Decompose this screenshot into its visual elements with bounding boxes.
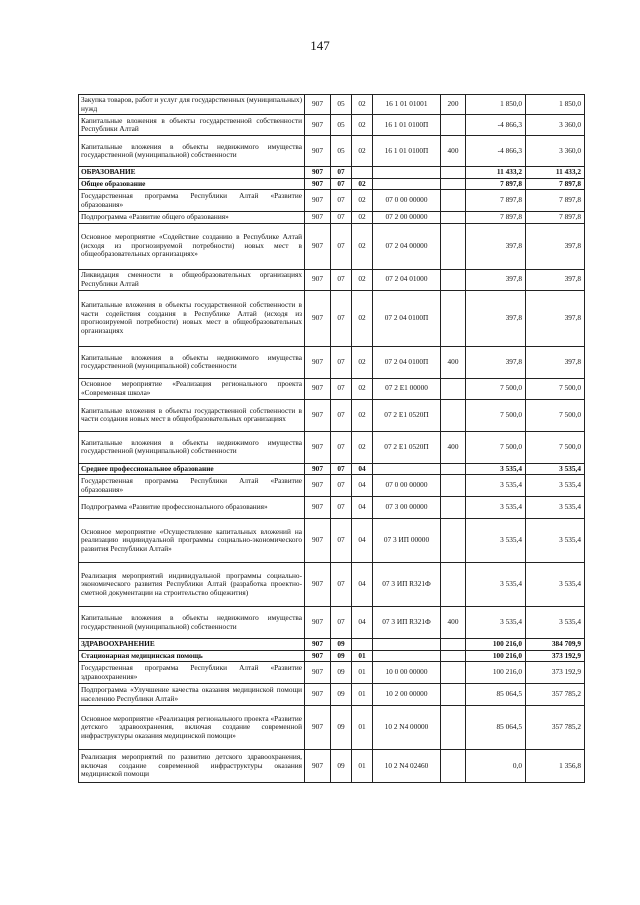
cell-grbs: 907 — [305, 223, 331, 269]
cell-amount-2: 3 360,0 — [526, 115, 585, 136]
cell-amount-1: 1 850,0 — [466, 95, 526, 115]
cell-amount-1: 3 535,4 — [466, 519, 526, 563]
cell-amount-1: 100 216,0 — [466, 662, 526, 684]
cell-amount-1: 7 500,0 — [466, 431, 526, 463]
cell-target-article — [373, 463, 441, 475]
table-row — [79, 607, 585, 639]
cell-target-article — [373, 650, 441, 662]
cell-section: 07 — [331, 563, 352, 607]
cell-section: 09 — [331, 750, 352, 783]
cell-target-article: 16 1 01 0100П — [373, 136, 441, 167]
table-row — [79, 178, 585, 190]
cell-grbs: 907 — [305, 269, 331, 290]
cell-name: Подпрограмма «Развитие профессионального образования» — [79, 497, 305, 519]
cell-amount-2: 397,8 — [526, 290, 585, 346]
cell-target-article: 07 2 Е1 0520П — [373, 431, 441, 463]
cell-subsection: 02 — [352, 136, 373, 167]
cell-expense-type — [441, 750, 466, 783]
cell-amount-2: 1 356,8 — [526, 750, 585, 783]
cell-name: Государственная программа Республики Алтай «Развитие образования» — [79, 190, 305, 212]
cell-amount-2: 3 360,0 — [526, 136, 585, 167]
cell-target-article: 07 2 04 0100П — [373, 290, 441, 346]
cell-expense-type — [441, 290, 466, 346]
cell-grbs: 907 — [305, 95, 331, 115]
cell-amount-2: 384 709,9 — [526, 639, 585, 651]
cell-section: 07 — [331, 399, 352, 431]
cell-section: 09 — [331, 662, 352, 684]
cell-target-article: 07 2 04 00000 — [373, 223, 441, 269]
cell-grbs: 907 — [305, 399, 331, 431]
cell-amount-1: 3 535,4 — [466, 563, 526, 607]
cell-section: 07 — [331, 378, 352, 399]
table-row — [79, 662, 585, 684]
cell-expense-type — [441, 639, 466, 651]
cell-amount-2: 3 535,4 — [526, 475, 585, 497]
cell-target-article — [373, 639, 441, 651]
cell-section: 09 — [331, 650, 352, 662]
cell-amount-1: -4 866,3 — [466, 115, 526, 136]
cell-amount-2: 7 897,8 — [526, 212, 585, 224]
cell-target-article: 16 1 01 01001 — [373, 95, 441, 115]
cell-amount-1: 0,0 — [466, 750, 526, 783]
cell-section: 07 — [331, 290, 352, 346]
cell-subsection: 02 — [352, 223, 373, 269]
cell-grbs: 907 — [305, 431, 331, 463]
cell-amount-1: 3 535,4 — [466, 463, 526, 475]
table-row — [79, 706, 585, 750]
cell-target-article: 07 3 00 00000 — [373, 497, 441, 519]
cell-section: 07 — [331, 607, 352, 639]
cell-section: 05 — [331, 95, 352, 115]
cell-target-article: 10 2 00 00000 — [373, 684, 441, 706]
cell-name: Государственная программа Республики Алтай «Развитие образования» — [79, 475, 305, 497]
cell-subsection: 01 — [352, 662, 373, 684]
cell-amount-2: 373 192,9 — [526, 650, 585, 662]
cell-amount-2: 373 192,9 — [526, 662, 585, 684]
table-row — [79, 563, 585, 607]
cell-subsection: 01 — [352, 750, 373, 783]
cell-expense-type — [441, 269, 466, 290]
cell-grbs: 907 — [305, 684, 331, 706]
cell-expense-type — [441, 399, 466, 431]
cell-amount-1: 7 500,0 — [466, 378, 526, 399]
cell-target-article — [373, 178, 441, 190]
cell-subsection: 02 — [352, 95, 373, 115]
cell-grbs: 907 — [305, 706, 331, 750]
cell-expense-type: 400 — [441, 431, 466, 463]
cell-grbs: 907 — [305, 178, 331, 190]
cell-amount-2: 7 500,0 — [526, 399, 585, 431]
cell-subsection: 02 — [352, 399, 373, 431]
cell-name: Реализация мероприятий индивидуальной программы социально-экономического развития Республики Алтай (разработка проектно-сметной документации на строительство общежития) — [79, 563, 305, 607]
cell-section: 07 — [331, 223, 352, 269]
cell-amount-2: 357 785,2 — [526, 684, 585, 706]
cell-subsection: 02 — [352, 346, 373, 378]
cell-name: Капитальные вложения в объекты недвижимого имущества государственной (муниципальной) собственности — [79, 607, 305, 639]
cell-amount-2: 3 535,4 — [526, 563, 585, 607]
cell-grbs: 907 — [305, 346, 331, 378]
cell-name: Капитальные вложения в объекты недвижимого имущества государственной (муниципальной) собственности — [79, 346, 305, 378]
table-row — [79, 290, 585, 346]
cell-target-article: 07 2 00 00000 — [373, 212, 441, 224]
cell-section: 07 — [331, 346, 352, 378]
cell-name: Реализация мероприятий по развитию детского здравоохранения, включая создание современной инфраструктуры оказания медицинской помощи — [79, 750, 305, 783]
cell-expense-type: 400 — [441, 607, 466, 639]
table-row — [79, 269, 585, 290]
table-row — [79, 223, 585, 269]
cell-grbs: 907 — [305, 167, 331, 179]
cell-name: Среднее профессиональное образование — [79, 463, 305, 475]
cell-amount-2: 7 897,8 — [526, 190, 585, 212]
cell-amount-2: 7 897,8 — [526, 178, 585, 190]
cell-amount-1: 7 500,0 — [466, 399, 526, 431]
cell-expense-type — [441, 223, 466, 269]
cell-amount-2: 3 535,4 — [526, 607, 585, 639]
cell-grbs: 907 — [305, 136, 331, 167]
cell-section: 07 — [331, 178, 352, 190]
cell-grbs: 907 — [305, 190, 331, 212]
page-number: 147 — [310, 38, 330, 53]
cell-name: Основное мероприятие «Содействие созданию в Республике Алтай (исходя из прогнозируемой потребности) новых мест в общеобразовательных организациях» — [79, 223, 305, 269]
table-row — [79, 346, 585, 378]
cell-target-article: 07 0 00 00000 — [373, 190, 441, 212]
cell-grbs: 907 — [305, 563, 331, 607]
cell-amount-2: 397,8 — [526, 223, 585, 269]
cell-amount-1: 397,8 — [466, 269, 526, 290]
cell-amount-1: 3 535,4 — [466, 497, 526, 519]
cell-expense-type — [441, 519, 466, 563]
table-row — [79, 378, 585, 399]
table-row — [79, 95, 585, 115]
cell-amount-1: 397,8 — [466, 223, 526, 269]
cell-expense-type — [441, 684, 466, 706]
cell-subsection: 04 — [352, 463, 373, 475]
cell-amount-2: 397,8 — [526, 346, 585, 378]
cell-target-article: 07 3 ИП R321Ф — [373, 563, 441, 607]
table-row — [79, 167, 585, 179]
cell-subsection: 02 — [352, 178, 373, 190]
cell-name: ЗДРАВООХРАНЕНИЕ — [79, 639, 305, 651]
cell-expense-type — [441, 178, 466, 190]
cell-name: Капитальные вложения в объекты государственной собственности в части содействия создания в Республике Алтай (исходя из прогнозируемой потребности) новых мест в общеобразовательных организациях — [79, 290, 305, 346]
cell-amount-1: 3 535,4 — [466, 607, 526, 639]
cell-name: Подпрограмма «Улучшение качества оказания медицинской помощи населению Республики Алтай» — [79, 684, 305, 706]
cell-name: Ликвидация сменности в общеобразовательных организациях Республики Алтай — [79, 269, 305, 290]
cell-amount-2: 11 433,2 — [526, 167, 585, 179]
cell-name: Стационарная медицинская помощь — [79, 650, 305, 662]
cell-subsection: 01 — [352, 706, 373, 750]
cell-amount-2: 3 535,4 — [526, 497, 585, 519]
cell-section: 07 — [331, 463, 352, 475]
cell-amount-1: 85 064,5 — [466, 684, 526, 706]
cell-subsection: 04 — [352, 497, 373, 519]
cell-amount-2: 397,8 — [526, 269, 585, 290]
cell-grbs: 907 — [305, 750, 331, 783]
cell-name: Основное мероприятие «Реализация регионального проекта «Развитие детского здравоохранения, включая создание современной инфраструктуры оказания медицинской помощи» — [79, 706, 305, 750]
cell-amount-1: 3 535,4 — [466, 475, 526, 497]
cell-grbs: 907 — [305, 290, 331, 346]
table-row — [79, 650, 585, 662]
cell-subsection: 02 — [352, 269, 373, 290]
cell-section: 07 — [331, 431, 352, 463]
cell-target-article: 10 2 N4 02460 — [373, 750, 441, 783]
cell-section: 09 — [331, 684, 352, 706]
cell-section: 09 — [331, 706, 352, 750]
table-row — [79, 639, 585, 651]
cell-target-article: 07 2 Е1 0520П — [373, 399, 441, 431]
cell-amount-2: 7 500,0 — [526, 378, 585, 399]
cell-subsection: 02 — [352, 115, 373, 136]
cell-subsection — [352, 639, 373, 651]
cell-subsection: 02 — [352, 378, 373, 399]
cell-expense-type: 400 — [441, 136, 466, 167]
cell-name: Капитальные вложения в объекты государственной собственности в части создания новых мест в общеобразовательных организациях — [79, 399, 305, 431]
cell-expense-type — [441, 497, 466, 519]
table-row — [79, 519, 585, 563]
cell-grbs: 907 — [305, 662, 331, 684]
cell-amount-1: 7 897,8 — [466, 190, 526, 212]
cell-expense-type — [441, 115, 466, 136]
cell-target-article: 07 2 Е1 00000 — [373, 378, 441, 399]
cell-name: Основное мероприятие «Осуществление капитальных вложений на реализацию индивидуальной программы социально-экономического развития Республики Алтай» — [79, 519, 305, 563]
cell-grbs: 907 — [305, 475, 331, 497]
cell-subsection — [352, 167, 373, 179]
cell-subsection: 04 — [352, 475, 373, 497]
cell-amount-1: 397,8 — [466, 290, 526, 346]
cell-expense-type — [441, 475, 466, 497]
cell-amount-1: 11 433,2 — [466, 167, 526, 179]
cell-amount-1: 85 064,5 — [466, 706, 526, 750]
cell-grbs: 907 — [305, 497, 331, 519]
budget-table — [78, 94, 585, 783]
cell-target-article: 07 3 ИП 00000 — [373, 519, 441, 563]
cell-amount-1: 397,8 — [466, 346, 526, 378]
cell-expense-type — [441, 706, 466, 750]
cell-section: 07 — [331, 167, 352, 179]
cell-expense-type — [441, 563, 466, 607]
cell-grbs: 907 — [305, 519, 331, 563]
cell-name: Закупка товаров, работ и услуг для государственных (муниципальных) нужд — [79, 95, 305, 115]
table-row — [79, 212, 585, 224]
cell-subsection: 04 — [352, 607, 373, 639]
table-row — [79, 750, 585, 783]
cell-amount-2: 1 850,0 — [526, 95, 585, 115]
cell-expense-type — [441, 378, 466, 399]
cell-grbs: 907 — [305, 650, 331, 662]
cell-name: Основное мероприятие «Реализация регионального проекта «Современная школа» — [79, 378, 305, 399]
cell-subsection: 01 — [352, 650, 373, 662]
table-row — [79, 497, 585, 519]
cell-name: Государственная программа Республики Алтай «Развитие здравоохранения» — [79, 662, 305, 684]
cell-name: Капитальные вложения в объекты недвижимого имущества государственной (муниципальной) собственности — [79, 431, 305, 463]
cell-target-article: 07 3 ИП R321Ф — [373, 607, 441, 639]
cell-amount-1: 100 216,0 — [466, 639, 526, 651]
cell-amount-1: 7 897,8 — [466, 212, 526, 224]
table-row — [79, 136, 585, 167]
cell-subsection: 02 — [352, 431, 373, 463]
table-row — [79, 431, 585, 463]
cell-section: 07 — [331, 519, 352, 563]
table-row — [79, 475, 585, 497]
cell-name: Общее образование — [79, 178, 305, 190]
cell-grbs: 907 — [305, 607, 331, 639]
cell-name: Капитальные вложения в объекты недвижимого имущества государственной (муниципальной) собственности — [79, 136, 305, 167]
cell-expense-type — [441, 463, 466, 475]
cell-amount-2: 3 535,4 — [526, 519, 585, 563]
cell-grbs: 907 — [305, 212, 331, 224]
cell-name: ОБРАЗОВАНИЕ — [79, 167, 305, 179]
cell-amount-2: 357 785,2 — [526, 706, 585, 750]
cell-target-article: 10 0 00 00000 — [373, 662, 441, 684]
cell-expense-type: 400 — [441, 346, 466, 378]
table-row — [79, 684, 585, 706]
cell-grbs: 907 — [305, 639, 331, 651]
cell-subsection: 04 — [352, 563, 373, 607]
cell-amount-1: 7 897,8 — [466, 178, 526, 190]
cell-target-article: 07 2 04 0100П — [373, 346, 441, 378]
cell-section: 05 — [331, 115, 352, 136]
cell-subsection: 02 — [352, 290, 373, 346]
cell-section: 07 — [331, 269, 352, 290]
cell-amount-2: 7 500,0 — [526, 431, 585, 463]
cell-target-article: 16 1 01 0100П — [373, 115, 441, 136]
cell-name: Капитальные вложения в объекты государственной собственности Республики Алтай — [79, 115, 305, 136]
cell-expense-type — [441, 650, 466, 662]
cell-grbs: 907 — [305, 463, 331, 475]
cell-subsection: 02 — [352, 212, 373, 224]
cell-subsection: 02 — [352, 190, 373, 212]
cell-expense-type — [441, 190, 466, 212]
cell-target-article: 10 2 N4 00000 — [373, 706, 441, 750]
cell-section: 07 — [331, 190, 352, 212]
cell-expense-type — [441, 212, 466, 224]
cell-expense-type — [441, 662, 466, 684]
cell-section: 07 — [331, 475, 352, 497]
table-row — [79, 115, 585, 136]
cell-target-article: 07 2 04 01000 — [373, 269, 441, 290]
table-row — [79, 463, 585, 475]
cell-amount-1: 100 216,0 — [466, 650, 526, 662]
table-body — [79, 95, 585, 783]
cell-expense-type: 200 — [441, 95, 466, 115]
cell-section: 09 — [331, 639, 352, 651]
cell-target-article: 07 0 00 00000 — [373, 475, 441, 497]
cell-subsection: 04 — [352, 519, 373, 563]
table-row — [79, 399, 585, 431]
cell-section: 07 — [331, 497, 352, 519]
cell-amount-1: -4 866,3 — [466, 136, 526, 167]
cell-expense-type — [441, 167, 466, 179]
cell-amount-2: 3 535,4 — [526, 463, 585, 475]
table-row — [79, 190, 585, 212]
cell-section: 07 — [331, 212, 352, 224]
cell-target-article — [373, 167, 441, 179]
cell-subsection: 01 — [352, 684, 373, 706]
cell-section: 05 — [331, 136, 352, 167]
cell-name: Подпрограмма «Развитие общего образования» — [79, 212, 305, 224]
cell-grbs: 907 — [305, 115, 331, 136]
cell-grbs: 907 — [305, 378, 331, 399]
